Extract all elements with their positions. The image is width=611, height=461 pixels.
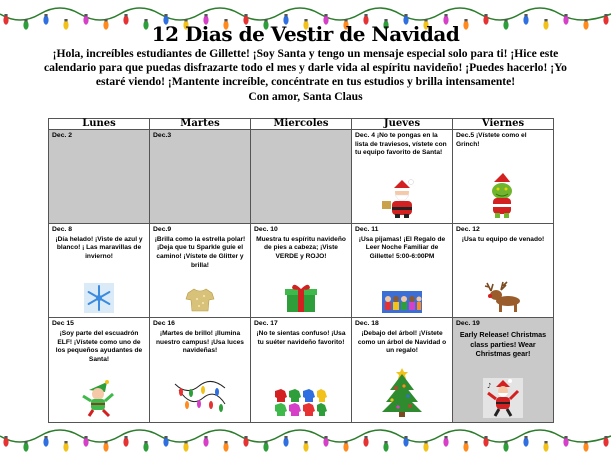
day-cell-dec-19 bbox=[453, 318, 554, 423]
day-cell-dec-12 bbox=[453, 224, 554, 318]
family-reading-icon bbox=[352, 291, 452, 313]
day-cell-empty bbox=[251, 130, 352, 224]
santa-dancing-icon bbox=[453, 378, 553, 418]
cell-date: Dec. 4 bbox=[355, 132, 376, 139]
christmas-lights-bottom bbox=[0, 428, 611, 458]
light-bulb bbox=[63, 442, 68, 451]
calendar-table bbox=[48, 118, 554, 423]
svg-text:♪: ♪ bbox=[487, 382, 492, 390]
light-bulb-cap bbox=[284, 436, 287, 438]
light-bulb-cap bbox=[444, 14, 447, 16]
cell-text: ¡Debajo del árbol! ¡Vístete como un árbol de Navidad o un regalo! bbox=[357, 330, 447, 355]
light-bulb bbox=[563, 437, 568, 446]
cell-text: ¡Usa tu equipo de venado! bbox=[461, 235, 545, 243]
day-header-jueves: Jueves bbox=[352, 119, 453, 130]
day-cell-dec-4 bbox=[352, 130, 453, 224]
light-bulb-cap bbox=[524, 14, 527, 16]
light-bulb-cap bbox=[244, 436, 247, 438]
light-bulb-cap bbox=[264, 441, 267, 443]
light-bulb bbox=[303, 442, 308, 451]
light-bulb bbox=[23, 442, 28, 451]
light-bulb bbox=[263, 442, 268, 451]
day-header-miercoles: Miercoles bbox=[251, 119, 352, 130]
intro-text: ¡Hola, increíbles estudiantes de Gillette! ¡Soy Santa y tengo un mensaje especial solo para ti! ¡Hice este calendario para que puedas disfrazarte todo el mes y darle vida al espíritu navideño! ¡Puedes hacerlo! ¡Yo estaré viendo! ¡Mantente increíble, concéntrate en tus estudios y brilla intensamente! bbox=[44, 47, 567, 89]
light-bulb-cap bbox=[444, 436, 447, 438]
light-bulb-cap bbox=[564, 436, 567, 438]
cell-date: Dec.5 bbox=[456, 132, 475, 139]
light-bulb-cap bbox=[504, 441, 507, 443]
light-bulb-cap bbox=[104, 441, 107, 443]
day-cell-dec-17 bbox=[251, 318, 352, 423]
light-bulb bbox=[3, 437, 8, 446]
cell-text: ¡Vístete como el Grinch! bbox=[456, 132, 527, 148]
light-bulb bbox=[383, 442, 388, 451]
light-bulb-cap bbox=[604, 436, 607, 438]
reindeer-icon bbox=[453, 281, 553, 313]
day-cell-dec-11 bbox=[352, 224, 453, 318]
light-bulb-cap bbox=[424, 441, 427, 443]
light-bulb bbox=[543, 442, 548, 451]
light-bulb-cap bbox=[184, 441, 187, 443]
christmas-tree-icon bbox=[352, 366, 452, 418]
cell-text: ¡Soy parte del escuadrón ELF! ¡Vístete como uno de los pequeños ayudantes de Santa! bbox=[55, 330, 143, 363]
light-bulb-cap bbox=[364, 436, 367, 438]
light-bulb-cap bbox=[324, 14, 327, 16]
light-bulb-cap bbox=[84, 14, 87, 16]
day-header-viernes: Viernes bbox=[453, 119, 554, 130]
light-bulb-cap bbox=[324, 436, 327, 438]
cell-text: ¡Martes de brillo! ¡Ilumina nuestro campus! ¡Usa luces navideñas! bbox=[156, 330, 244, 355]
cell-date: Dec. 8 bbox=[52, 226, 73, 234]
light-bulb-cap bbox=[124, 436, 127, 438]
light-bulb-cap bbox=[584, 441, 587, 443]
light-bulb bbox=[603, 437, 608, 446]
light-bulb bbox=[323, 437, 328, 446]
light-bulb-cap bbox=[404, 14, 407, 16]
light-bulb-cap bbox=[464, 441, 467, 443]
light-bulb bbox=[283, 437, 288, 446]
light-bulb-cap bbox=[204, 14, 207, 16]
grinch-icon bbox=[453, 173, 553, 219]
day-header-martes: Martes bbox=[150, 119, 251, 130]
light-bulb-cap bbox=[284, 14, 287, 16]
light-bulb bbox=[503, 442, 508, 451]
cell-date: Dec 16 bbox=[153, 320, 175, 328]
light-bulb-cap bbox=[64, 441, 67, 443]
light-bulb bbox=[163, 437, 168, 446]
light-bulb-cap bbox=[244, 14, 247, 16]
glitter-shirt-icon bbox=[150, 287, 250, 313]
light-bulb-cap bbox=[204, 436, 207, 438]
light-bulb-cap bbox=[544, 441, 547, 443]
day-cell-dec-18 bbox=[352, 318, 453, 423]
day-cell-dec-5 bbox=[453, 130, 554, 224]
day-cell-dec-16 bbox=[150, 318, 251, 423]
light-bulb bbox=[183, 442, 188, 451]
page-title: 12 Dias de Vestir de Navidad bbox=[151, 22, 460, 46]
light-bulb-cap bbox=[524, 436, 527, 438]
light-bulb-cap bbox=[84, 436, 87, 438]
light-bulb-cap bbox=[364, 14, 367, 16]
light-bulb-cap bbox=[44, 14, 47, 16]
light-bulb-cap bbox=[304, 441, 307, 443]
gift-icon bbox=[251, 283, 351, 313]
cell-text: ¡No te pongas en la lista de traviesos, vístete con tu equipo favorito de Santa! bbox=[355, 132, 447, 157]
light-bulb-cap bbox=[344, 441, 347, 443]
cell-date: Dec. 12 bbox=[456, 226, 480, 234]
day-cell-dec-9 bbox=[150, 224, 251, 318]
elf-icon bbox=[49, 380, 149, 418]
light-bulb bbox=[343, 442, 348, 451]
cell-text: Early Release! Christmas class parties! Wear Christmas gear! bbox=[459, 330, 547, 359]
light-bulb bbox=[363, 437, 368, 446]
light-bulb-cap bbox=[4, 14, 7, 16]
light-bulb bbox=[243, 437, 248, 446]
light-bulb bbox=[403, 437, 408, 446]
cell-text: Muestra tu espíritu navideño de pies a cabeza; ¡Viste VERDE y ROJO! bbox=[256, 235, 346, 260]
light-bulb bbox=[443, 437, 448, 446]
ugly-sweaters-icon bbox=[251, 388, 351, 418]
intro-message bbox=[30, 47, 581, 104]
signoff: Con amor, Santa Claus bbox=[248, 89, 363, 103]
light-bulb bbox=[203, 437, 208, 446]
cell-date: Dec. 19 bbox=[456, 320, 480, 328]
light-bulb bbox=[523, 437, 528, 446]
cell-text: ¡Día helado! ¡Viste de azul y blanco! ¡ Las maravillas de invierno! bbox=[55, 235, 143, 260]
christmas-lights-icon bbox=[150, 378, 250, 418]
light-bulb-cap bbox=[44, 436, 47, 438]
light-bulb-cap bbox=[124, 14, 127, 16]
light-bulb bbox=[223, 442, 228, 451]
light-bulb-cap bbox=[564, 14, 567, 16]
light-bulb bbox=[143, 442, 148, 451]
day-cell-dec-8 bbox=[49, 224, 150, 318]
day-header-lunes: Lunes bbox=[49, 119, 150, 130]
cell-date: Dec. 11 bbox=[355, 226, 379, 234]
cell-date: Dec. 18 bbox=[355, 320, 379, 328]
light-bulb bbox=[83, 437, 88, 446]
light-bulb-cap bbox=[164, 436, 167, 438]
light-bulb-cap bbox=[604, 14, 607, 16]
santa-icon bbox=[352, 179, 452, 219]
cell-date: Dec.3 bbox=[153, 132, 172, 139]
light-bulb bbox=[103, 442, 108, 451]
day-cell-dec-15 bbox=[49, 318, 150, 423]
light-bulb-cap bbox=[24, 441, 27, 443]
day-cell-dec-10 bbox=[251, 224, 352, 318]
light-bulb-cap bbox=[384, 441, 387, 443]
light-bulb bbox=[123, 437, 128, 446]
light-bulb-cap bbox=[144, 441, 147, 443]
light-bulb bbox=[463, 442, 468, 451]
day-cell-dec-3 bbox=[150, 130, 251, 224]
light-bulb-cap bbox=[484, 14, 487, 16]
light-bulb bbox=[423, 442, 428, 451]
light-bulb bbox=[583, 442, 588, 451]
cell-date: Dec 15 bbox=[52, 320, 74, 328]
cell-date: Dec. 10 bbox=[254, 226, 278, 234]
light-bulb bbox=[43, 437, 48, 446]
cell-date: Dec.9 bbox=[153, 226, 172, 234]
light-bulb-cap bbox=[164, 14, 167, 16]
light-bulb-cap bbox=[224, 441, 227, 443]
cell-date: Dec. 17 bbox=[254, 320, 278, 328]
snowflake-icon bbox=[49, 283, 149, 313]
cell-text: ¡No te sientas confuso! ¡Usa tu suéter navideño favorito! bbox=[256, 330, 346, 346]
cell-text: ¡Usa pijamas! ¡El Regalo de Leer Noche Familiar de Gillette! 5:00-6:00PM bbox=[358, 235, 446, 260]
light-bulb-cap bbox=[484, 436, 487, 438]
cell-text: ¡Brilla como la estrella polar! ¡Deja que tu Sparkle guíe el camino! ¡Vístete de Glitter y brilla! bbox=[154, 235, 246, 269]
cell-date: Dec. 2 bbox=[52, 132, 73, 139]
light-bulb bbox=[483, 437, 488, 446]
day-cell-dec-2 bbox=[49, 130, 150, 224]
light-bulb-cap bbox=[4, 436, 7, 438]
light-bulb-cap bbox=[404, 436, 407, 438]
